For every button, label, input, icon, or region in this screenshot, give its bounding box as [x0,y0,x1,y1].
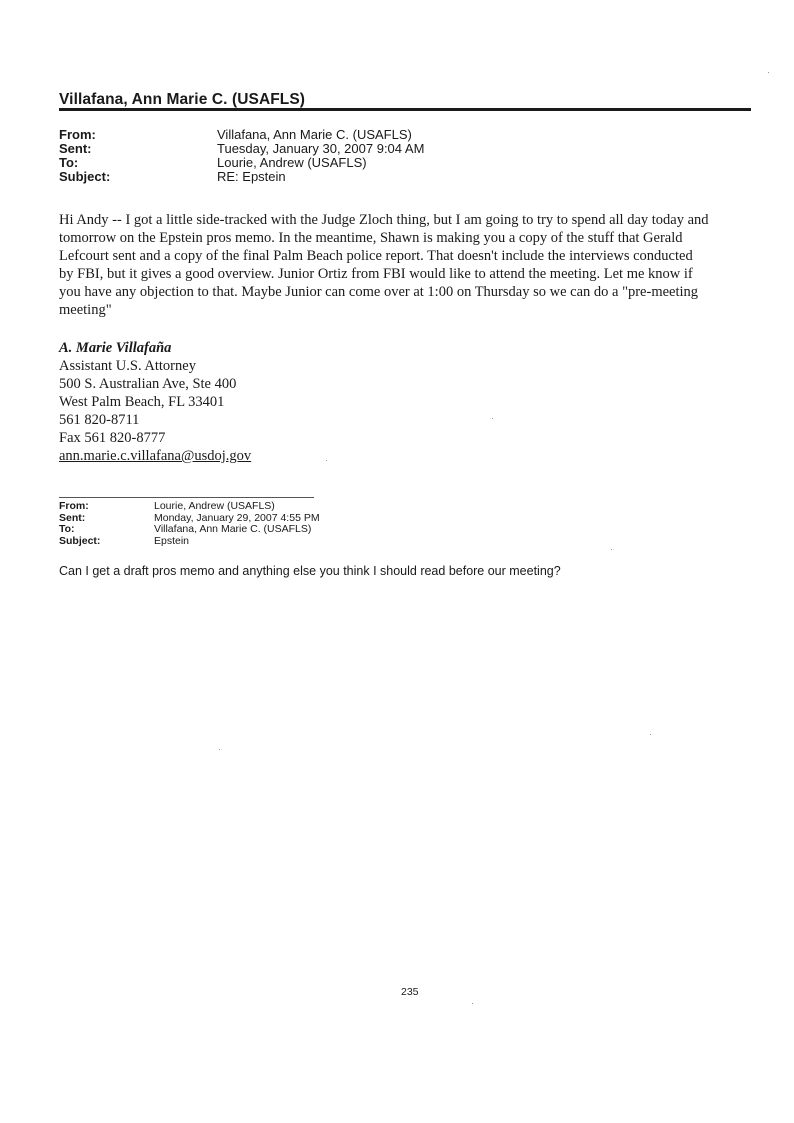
sent-row [59,142,424,156]
signature-block [59,339,251,465]
orig-subject-label: Subject: [59,534,101,547]
header-rule [59,108,751,111]
body-line: tomorrow on the Epstein pros memo. In the meantime, Shawn is making you a copy of the stuff that Gerald [59,230,683,246]
from-row [59,128,424,142]
orig-subject-row [59,536,320,548]
original-message-body: Can I get a draft pros memo and anything else you think I should read before our meeting? [59,564,561,578]
from-label: From: [59,127,96,142]
body-line: meeting" [59,302,112,318]
to-label: To: [59,155,79,170]
message-body [59,211,759,319]
original-message-header [59,501,320,547]
signature-address-line1: 500 S. Australian Ave, Ste 400 [59,376,237,392]
orig-sent-value: Monday, January 29, 2007 4:55 PM [154,511,320,524]
orig-sent-label: Sent: [59,511,86,524]
scan-speck [768,72,769,73]
scan-speck [326,460,327,461]
subject-row [59,170,424,184]
subject-label: Subject: [59,169,111,184]
signature-phone: 561 820-8711 [59,412,140,428]
orig-from-label: From: [59,500,89,512]
page-number: 235 [401,986,419,998]
signature-name: A. Marie Villafaña [59,340,172,356]
signature-fax: Fax 561 820-8777 [59,430,166,446]
scan-speck [219,749,220,750]
orig-to-value: Villafana, Ann Marie C. (USAFLS) [154,523,312,535]
body-line: you have any objection to that. Maybe Junior can come over at 1:00 on Thursday so we can do a "pre-meeting [59,284,699,300]
signature-address-line2: West Palm Beach, FL 33401 [59,394,225,410]
original-message-rule [59,497,314,498]
orig-to-row [59,524,320,536]
body-line: by FBI, but it gives a good overview. Junior Ortiz from FBI would like to attend the meeting. Let me know if [59,266,693,282]
orig-from-row [59,501,320,513]
scan-speck [492,418,493,419]
page-header: Villafana, Ann Marie C. (USAFLS) [59,91,306,108]
to-row [59,156,424,170]
scan-speck [611,549,612,550]
orig-to-label: To: [59,523,75,535]
signature-title: Assistant U.S. Attorney [59,358,196,374]
subject-value: RE: Epstein [217,169,286,184]
scan-speck [472,1003,473,1004]
from-value: Villafana, Ann Marie C. (USAFLS) [217,127,412,142]
sent-value: Tuesday, January 30, 2007 9:04 AM [217,141,425,156]
orig-from-value: Lourie, Andrew (USAFLS) [154,500,275,512]
orig-subject-value: Epstein [154,534,190,547]
to-value: Lourie, Andrew (USAFLS) [217,155,367,170]
signature-email: ann.marie.c.villafana@usdoj.gov [59,448,252,464]
message-header [59,128,424,184]
scan-speck [650,734,651,735]
sent-label: Sent: [59,141,92,156]
body-line: Lefcourt sent and a copy of the final Palm Beach police report. That doesn't include the interviews conducted [59,248,693,264]
body-line: Hi Andy -- I got a little side-tracked with the Judge Zloch thing, but I am going to try to spend all day today and [59,212,709,228]
